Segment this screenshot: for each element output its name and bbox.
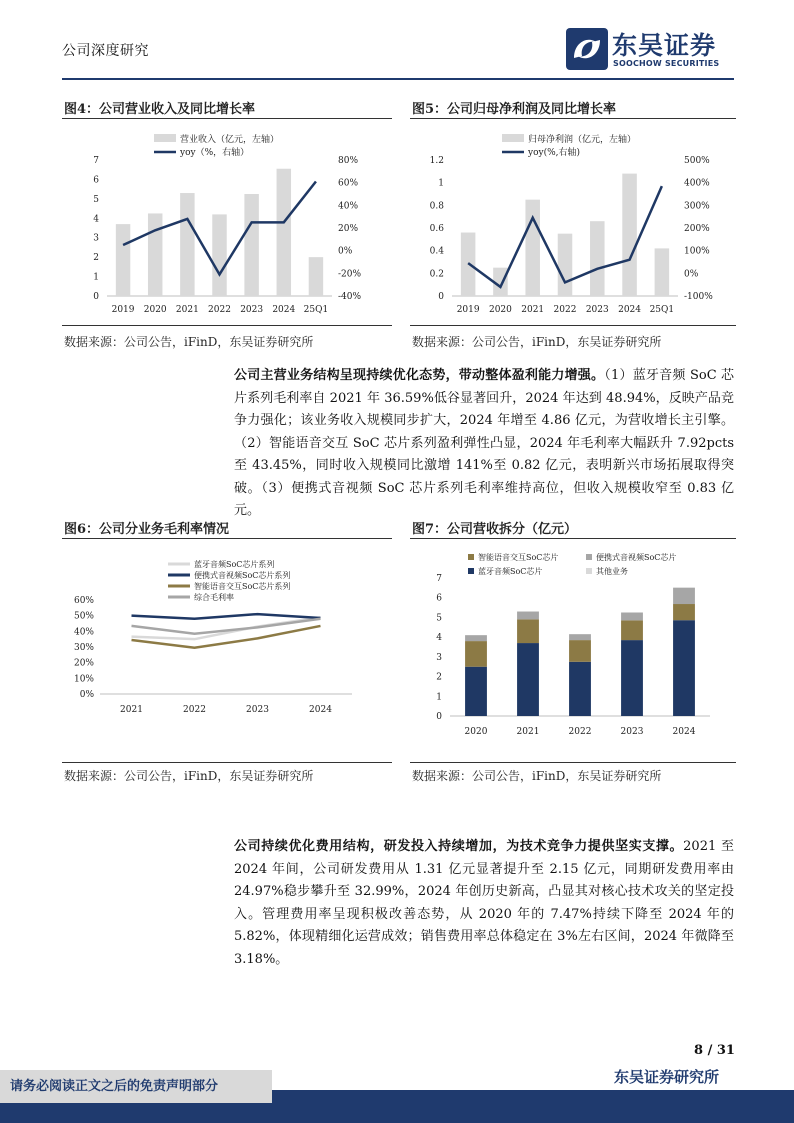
stacked-bar-segment xyxy=(621,613,643,621)
y-tick: 2 xyxy=(436,672,442,683)
stacked-bar-segment xyxy=(517,643,539,716)
logo-text-cn: 东吴证券 xyxy=(612,31,717,60)
x-tick: 25Q1 xyxy=(649,305,675,315)
legend-label: 蓝牙音频SoC芯片系列 xyxy=(194,560,275,569)
legend-bar-label: 营业收入（亿元，左轴） xyxy=(180,135,280,145)
x-tick: 2020 xyxy=(143,305,167,315)
stacked-bar-segment xyxy=(517,612,539,620)
x-tick: 2024 xyxy=(672,727,696,737)
header-divider xyxy=(62,78,734,80)
series-line xyxy=(132,614,321,619)
stacked-bar-segment xyxy=(569,640,591,662)
page-number: 8 / 31 xyxy=(694,1043,735,1058)
fig6-title: 图6：公司分业务毛利率情况 xyxy=(64,522,230,537)
x-tick: 2023 xyxy=(620,727,644,737)
x-tick: 2022 xyxy=(183,705,206,715)
y-left-tick: 7 xyxy=(93,156,99,166)
legend-label: 便携式音视频SoC芯片系列 xyxy=(194,571,291,580)
fig7-bottom-rule xyxy=(410,762,736,763)
y-left-tick: 3 xyxy=(93,233,99,244)
y-left-tick: 1 xyxy=(93,272,99,283)
fig4-source: 数据来源：公司公告，iFinD，东吴证券研究所 xyxy=(64,335,314,349)
y-left-tick: 4 xyxy=(93,214,99,225)
y-tick: 4 xyxy=(436,633,442,644)
fig4-title: 图4：公司营业收入及同比增长率 xyxy=(64,102,256,117)
x-tick: 2021 xyxy=(175,305,199,315)
stacked-bar-segment xyxy=(673,604,695,620)
x-tick: 25Q1 xyxy=(303,305,329,315)
y-tick: 60% xyxy=(73,596,94,606)
y-tick: 10% xyxy=(73,674,94,685)
y-right-tick: 200% xyxy=(684,224,710,234)
bar xyxy=(148,213,162,296)
y-left-tick: 0.4 xyxy=(429,246,444,257)
bar xyxy=(309,257,323,296)
footer-brand: 东吴证券研究所 xyxy=(614,1068,720,1086)
legend-label: 便携式音视频SoC芯片 xyxy=(596,553,677,562)
y-tick: 7 xyxy=(436,574,442,584)
y-left-tick: 6 xyxy=(93,175,99,186)
y-tick: 6 xyxy=(436,593,442,604)
y-left-tick: 0.6 xyxy=(429,224,444,234)
y-left-tick: 0.2 xyxy=(429,269,444,280)
paragraph-2-body: 2021 至 2024 年间，公司研发费用从 1.31 亿元显著提升至 2.15 亿元，同期研发费用率由 24.97%稳步攀升至 32.99%，2024 年创历史新高，凸显其对核心技术攻关的坚定投入。管理费用率呈现积极改善态势，从 2020 年的 7.47%持续下降至 2024 年的 5.82%，体现精细化运营成效；销售费用率总体稳定在 3%左右区间，2024 年微降至 3.18%。 xyxy=(234,839,734,967)
legend-swatch xyxy=(468,554,474,560)
legend-label: 蓝牙音频SoC芯片 xyxy=(478,567,543,576)
stacked-bar-segment xyxy=(569,634,591,640)
y-tick: 50% xyxy=(73,611,94,622)
legend-swatch xyxy=(468,568,474,574)
y-tick: 5 xyxy=(436,613,442,624)
y-tick: 20% xyxy=(73,658,94,669)
bar xyxy=(558,234,573,296)
bar xyxy=(212,214,226,296)
y-left-tick: 0 xyxy=(438,292,444,302)
y-left-tick: 5 xyxy=(93,194,99,205)
x-tick: 2024 xyxy=(309,705,332,715)
bar xyxy=(622,174,637,296)
y-tick: 0 xyxy=(436,712,442,722)
x-tick: 2021 xyxy=(516,727,540,737)
stacked-bar-segment xyxy=(673,588,695,604)
stacked-bar-segment xyxy=(465,641,487,667)
legend-bar-swatch xyxy=(154,134,176,142)
legend-bar-label: 归母净利润（亿元，左轴） xyxy=(528,135,637,145)
bar xyxy=(277,169,291,296)
legend-swatch xyxy=(586,554,592,560)
bar xyxy=(590,221,605,296)
y-right-tick: -100% xyxy=(684,292,713,302)
bar xyxy=(244,194,258,296)
y-right-tick: 300% xyxy=(684,201,710,212)
y-right-tick: -40% xyxy=(338,292,362,302)
logo-text-en: SOOCHOW SECURITIES xyxy=(613,59,720,68)
fig4-title-underline xyxy=(62,118,392,119)
legend-label: 其他业务 xyxy=(596,567,628,576)
y-tick: 3 xyxy=(436,652,442,663)
y-tick: 30% xyxy=(73,643,94,653)
y-tick: 40% xyxy=(73,627,94,638)
stacked-bar-segment xyxy=(465,667,487,716)
x-tick: 2024 xyxy=(618,305,642,315)
y-left-tick: 0.8 xyxy=(429,201,444,212)
x-tick: 2021 xyxy=(120,705,143,715)
stacked-bar-segment xyxy=(569,662,591,716)
disclaimer-notice: 请务必阅读正文之后的免责声明部分 xyxy=(10,1079,219,1094)
x-tick: 2020 xyxy=(488,305,512,315)
paragraph-2-lead: 公司持续优化费用结构，研发投入持续增加，为技术竞争力提供坚实支撑。 xyxy=(234,839,684,854)
legend-label: 综合毛利率 xyxy=(194,593,234,602)
y-tick: 0% xyxy=(79,690,94,700)
y-tick: 1 xyxy=(436,692,442,703)
y-right-tick: 0% xyxy=(338,246,353,257)
y-left-tick: 2 xyxy=(93,253,99,264)
stacked-bar-segment xyxy=(621,620,643,640)
x-tick: 2022 xyxy=(553,305,577,315)
fig4-bottom-rule xyxy=(62,325,392,326)
legend-label: 智能语音交互SoC芯片系列 xyxy=(194,582,291,591)
paragraph-business-structure xyxy=(234,365,734,523)
stacked-bar-segment xyxy=(621,640,643,716)
y-right-tick: 500% xyxy=(684,156,710,166)
y-right-tick: 60% xyxy=(338,178,359,189)
y-right-tick: 400% xyxy=(684,178,710,189)
fig5-chart xyxy=(410,122,736,322)
y-right-tick: 100% xyxy=(684,246,710,257)
company-logo xyxy=(566,26,741,72)
y-right-tick: 0% xyxy=(684,269,699,280)
x-tick: 2023 xyxy=(240,305,264,315)
bar xyxy=(116,224,130,296)
y-right-tick: 20% xyxy=(338,224,359,234)
y-right-tick: 40% xyxy=(338,201,359,212)
report-type: 公司深度研究 xyxy=(62,43,149,59)
y-left-tick: 1 xyxy=(438,178,444,189)
x-tick: 2022 xyxy=(568,727,592,737)
stacked-bar-segment xyxy=(465,635,487,641)
paragraph-1-lead: 公司主营业务结构呈现持续优化态势，带动整体盈利能力增强。 xyxy=(234,368,605,383)
y-right-tick: 80% xyxy=(338,156,359,166)
y-right-tick: -20% xyxy=(338,269,362,280)
fig6-bottom-rule xyxy=(62,762,392,763)
x-tick: 2021 xyxy=(521,305,545,315)
x-tick: 2022 xyxy=(208,305,231,315)
bar xyxy=(655,248,670,296)
legend-label: 智能语音交互SoC芯片 xyxy=(478,553,559,562)
fig7-title-underline xyxy=(410,538,736,539)
legend-line-label: yoy(%,右轴) xyxy=(528,148,581,158)
fig4-chart xyxy=(62,122,392,322)
legend-bar-swatch xyxy=(502,134,524,142)
x-tick: 2024 xyxy=(272,305,296,315)
stacked-bar-segment xyxy=(673,620,695,716)
paragraph-1-body: （1）蓝牙音频 SoC 芯片系列毛利率自 2021 年 36.59%低谷显著回升，2024 年达到 48.94%，反映产品竞争力强化；该业务收入规模同步扩大，2024 年增至 4.86 亿元，为营收增长主引擎。（2）智能语音交互 SoC 芯片系列盈利弹性凸显，2024 年毛利率大幅跃升 7.92pcts 至 43.45%，同时收入规模同比激增 141%至 0.82 亿元，表明新兴市场拓展取得突破。（3）便携式音视频 SoC 芯片系列毛利率维持高位，但收入规模收窄至 0.83 亿元。 xyxy=(234,368,734,518)
legend-swatch xyxy=(586,568,592,574)
logo-mark-icon xyxy=(566,28,608,70)
x-tick: 2019 xyxy=(111,305,135,315)
fig6-chart xyxy=(62,548,392,728)
fig7-chart xyxy=(410,548,736,743)
fig7-source: 数据来源：公司公告，iFinD，东吴证券研究所 xyxy=(412,769,662,783)
stacked-bar-segment xyxy=(517,619,539,643)
y-left-tick: 1.2 xyxy=(429,156,444,166)
paragraph-expense-structure xyxy=(234,836,734,971)
fig5-title: 图5：公司归母净利润及同比增长率 xyxy=(412,102,617,117)
fig7-title: 图7：公司营收拆分（亿元） xyxy=(412,522,578,537)
legend-line-label: yoy（%，右轴） xyxy=(180,148,250,158)
fig5-title-underline xyxy=(410,118,736,119)
x-tick: 2023 xyxy=(246,705,269,715)
bar xyxy=(525,200,540,296)
y-left-tick: 0 xyxy=(93,292,99,302)
fig5-source: 数据来源：公司公告，iFinD，东吴证券研究所 xyxy=(412,335,662,349)
fig5-bottom-rule xyxy=(410,325,736,326)
x-tick: 2020 xyxy=(464,727,488,737)
x-tick: 2023 xyxy=(585,305,609,315)
bar xyxy=(180,193,194,296)
x-tick: 2019 xyxy=(456,305,480,315)
fig6-source: 数据来源：公司公告，iFinD，东吴证券研究所 xyxy=(64,769,314,783)
fig6-title-underline xyxy=(62,538,392,539)
